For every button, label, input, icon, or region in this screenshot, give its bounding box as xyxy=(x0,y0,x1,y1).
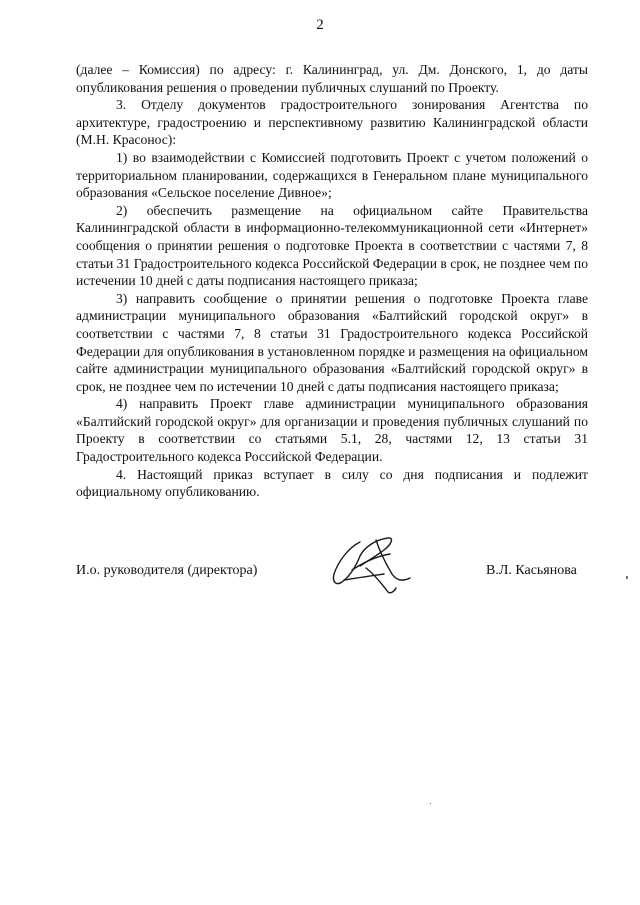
paragraph-subitem-2: 2) обеспечить размещение на официальном сайте Правительства Калининградской области в информационно-телекоммуникационной сети «Интернет» сообщения о принятии решения о подготовке Проекта в соответствии с частями 7, 8 статьи 31 Градостроительного кодекса Российской Федерации в срок, не позднее чем по истечении 10 дней с даты подписания настоящего приказа; xyxy=(76,202,588,289)
paragraph-item-4: 4. Настоящий приказ вступает в силу со дня подписания и подлежит официальному опубликованию. xyxy=(76,466,588,500)
paragraph-subitem-1: 1) во взаимодействии с Комиссией подготовить Проект с учетом положений о территориальном планировании, содержащихся в Генеральном плане муниципального образования «Сельское поселение Дивное»; xyxy=(76,149,588,201)
handwritten-signature xyxy=(330,534,418,596)
signatory-name: В.Л. Касьянова xyxy=(486,563,577,578)
paragraph-subitem-3: 3) направить сообщение о принятии решения о подготовке Проекта главе администрации муниципального образования «Балтийский городской округ» в соответствии с частями 7, 8 статьи 31 Градостроительного кодекса Российской Федерации для опубликования в установленном порядке и размещения на официальном сайте администрации муниципального образования «Балтийский городской округ» в срок, не позднее чем по истечении 10 дней с даты подписания настоящего приказа; xyxy=(76,290,588,394)
paragraph-item-3: 3. Отделу документов градостроительного зонирования Агентства по архитектуре, градостроению и перспективному развитию Калининградской области (М.Н. Красонос): xyxy=(76,97,588,148)
paragraph-commission-address: (далее – Комиссия) по адресу: г. Калининград, ул. Дм. Донского, 1, до даты опубликования решения о проведении публичных слушаний по Проекту. xyxy=(76,62,588,95)
signatory-role: И.о. руководителя (директора) xyxy=(76,563,258,578)
scan-speck xyxy=(626,576,628,579)
paragraph-subitem-4: 4) направить Проект главе администрации муниципального образования «Балтийский городской округ» для организации и проведения публичных слушаний по Проекту в соответствии со статьями 5.1, 28, частями 12, 13 статьи 31 Градостроительного кодекса Российской Федерации. xyxy=(76,396,588,465)
page-number: 2 xyxy=(316,17,324,33)
document-body xyxy=(76,61,588,501)
scan-speck xyxy=(430,803,431,804)
